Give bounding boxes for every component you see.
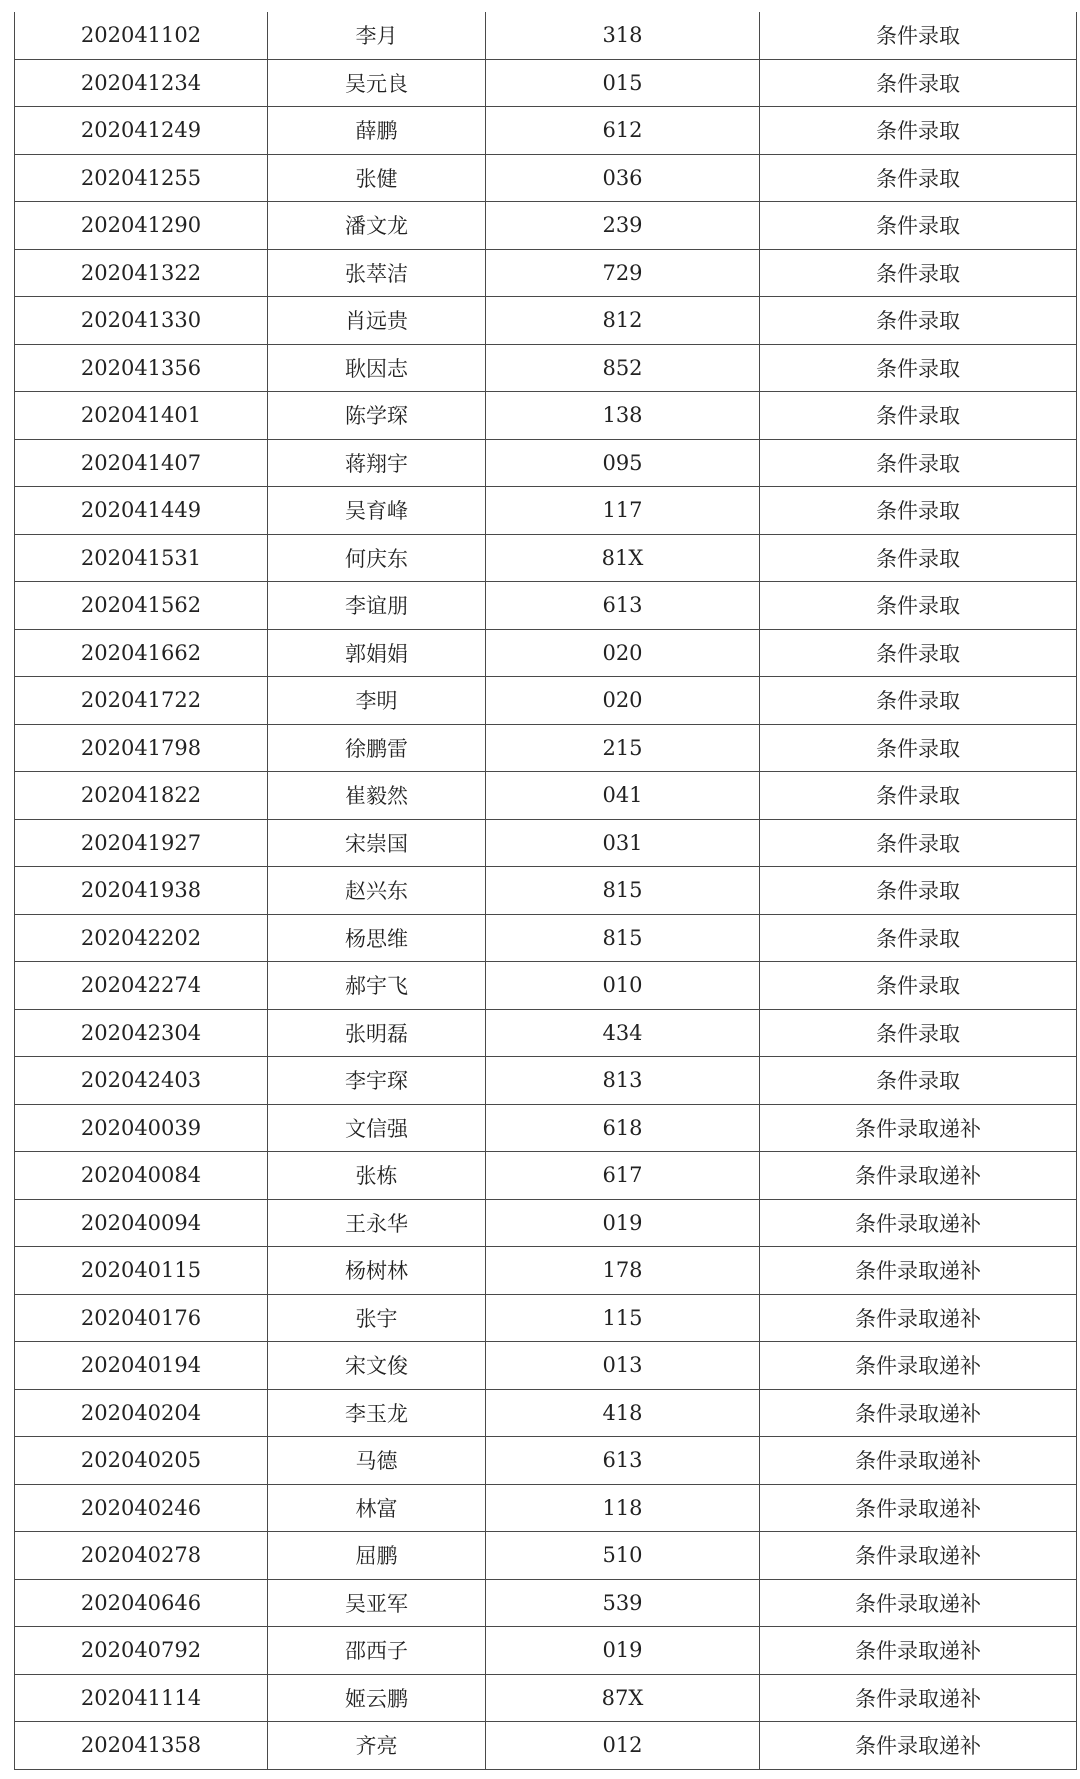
id-suffix-cell: 012 bbox=[486, 1722, 760, 1770]
id-suffix-cell: 318 bbox=[486, 12, 760, 59]
id-suffix-cell: 729 bbox=[486, 249, 760, 297]
admission-status-cell: 条件录取 bbox=[760, 12, 1077, 59]
admission-status-cell: 条件录取递补 bbox=[760, 1152, 1077, 1200]
id-suffix-cell: 019 bbox=[486, 1199, 760, 1247]
admission-status-cell: 条件录取 bbox=[760, 629, 1077, 677]
candidate-name-cell: 郭娟娟 bbox=[268, 629, 486, 677]
candidate-name-cell: 姬云鹏 bbox=[268, 1674, 486, 1722]
table-row bbox=[15, 1484, 1077, 1532]
id-suffix-cell: 87X bbox=[486, 1674, 760, 1722]
candidate-name-cell: 张栋 bbox=[268, 1152, 486, 1200]
table-row bbox=[15, 629, 1077, 677]
candidate-id-cell: 202040278 bbox=[15, 1532, 268, 1580]
candidate-name-cell: 李谊朋 bbox=[268, 582, 486, 630]
admission-status-cell: 条件录取 bbox=[760, 487, 1077, 535]
id-suffix-cell: 815 bbox=[486, 914, 760, 962]
candidate-id-cell: 202041562 bbox=[15, 582, 268, 630]
candidate-name-cell: 齐亮 bbox=[268, 1722, 486, 1770]
table-row bbox=[15, 344, 1077, 392]
candidate-name-cell: 潘文龙 bbox=[268, 202, 486, 250]
admission-status-cell: 条件录取递补 bbox=[760, 1722, 1077, 1770]
candidate-id-cell: 202041356 bbox=[15, 344, 268, 392]
table-row bbox=[15, 582, 1077, 630]
table-row bbox=[15, 202, 1077, 250]
candidate-name-cell: 徐鹏雷 bbox=[268, 724, 486, 772]
id-suffix-cell: 019 bbox=[486, 1627, 760, 1675]
candidate-name-cell: 吴育峰 bbox=[268, 487, 486, 535]
admission-status-cell: 条件录取递补 bbox=[760, 1437, 1077, 1485]
table-row bbox=[15, 12, 1077, 59]
candidate-name-cell: 王永华 bbox=[268, 1199, 486, 1247]
id-suffix-cell: 613 bbox=[486, 1437, 760, 1485]
id-suffix-cell: 031 bbox=[486, 819, 760, 867]
admission-status-cell: 条件录取 bbox=[760, 962, 1077, 1010]
candidate-id-cell: 202041401 bbox=[15, 392, 268, 440]
admission-status-cell: 条件录取 bbox=[760, 724, 1077, 772]
candidate-name-cell: 赵兴东 bbox=[268, 867, 486, 915]
id-suffix-cell: 215 bbox=[486, 724, 760, 772]
candidate-name-cell: 李宇琛 bbox=[268, 1057, 486, 1105]
id-suffix-cell: 613 bbox=[486, 582, 760, 630]
admission-status-cell: 条件录取 bbox=[760, 1057, 1077, 1105]
candidate-name-cell: 吴亚军 bbox=[268, 1579, 486, 1627]
table-row bbox=[15, 677, 1077, 725]
candidate-name-cell: 郝宇飞 bbox=[268, 962, 486, 1010]
admission-status-cell: 条件录取 bbox=[760, 867, 1077, 915]
candidate-id-cell: 202040084 bbox=[15, 1152, 268, 1200]
admission-status-cell: 条件录取递补 bbox=[760, 1389, 1077, 1437]
admission-status-cell: 条件录取 bbox=[760, 1009, 1077, 1057]
id-suffix-cell: 115 bbox=[486, 1294, 760, 1342]
admission-status-cell: 条件录取 bbox=[760, 582, 1077, 630]
id-suffix-cell: 020 bbox=[486, 629, 760, 677]
candidate-id-cell: 202040646 bbox=[15, 1579, 268, 1627]
id-suffix-cell: 815 bbox=[486, 867, 760, 915]
candidate-id-cell: 202041938 bbox=[15, 867, 268, 915]
candidate-id-cell: 202041822 bbox=[15, 772, 268, 820]
table-row bbox=[15, 914, 1077, 962]
table-row bbox=[15, 1152, 1077, 1200]
admission-status-cell: 条件录取 bbox=[760, 344, 1077, 392]
candidate-name-cell: 崔毅然 bbox=[268, 772, 486, 820]
candidate-name-cell: 陈学琛 bbox=[268, 392, 486, 440]
candidate-name-cell: 蒋翔宇 bbox=[268, 439, 486, 487]
admission-status-cell: 条件录取递补 bbox=[760, 1294, 1077, 1342]
table-row bbox=[15, 772, 1077, 820]
table-row bbox=[15, 1009, 1077, 1057]
admission-table bbox=[14, 12, 1077, 1770]
admission-status-cell: 条件录取递补 bbox=[760, 1199, 1077, 1247]
candidate-name-cell: 邵西子 bbox=[268, 1627, 486, 1675]
candidate-id-cell: 202041798 bbox=[15, 724, 268, 772]
table-row bbox=[15, 1674, 1077, 1722]
table-row bbox=[15, 249, 1077, 297]
admission-status-cell: 条件录取 bbox=[760, 677, 1077, 725]
table-row bbox=[15, 962, 1077, 1010]
table-row bbox=[15, 487, 1077, 535]
id-suffix-cell: 118 bbox=[486, 1484, 760, 1532]
candidate-name-cell: 宋崇国 bbox=[268, 819, 486, 867]
candidate-id-cell: 202042202 bbox=[15, 914, 268, 962]
id-suffix-cell: 510 bbox=[486, 1532, 760, 1580]
admission-status-cell: 条件录取 bbox=[760, 154, 1077, 202]
table-row bbox=[15, 1057, 1077, 1105]
admission-status-cell: 条件录取 bbox=[760, 772, 1077, 820]
candidate-id-cell: 202041290 bbox=[15, 202, 268, 250]
candidate-name-cell: 何庆东 bbox=[268, 534, 486, 582]
id-suffix-cell: 434 bbox=[486, 1009, 760, 1057]
candidate-id-cell: 202040194 bbox=[15, 1342, 268, 1390]
candidate-name-cell: 林富 bbox=[268, 1484, 486, 1532]
id-suffix-cell: 813 bbox=[486, 1057, 760, 1105]
id-suffix-cell: 612 bbox=[486, 107, 760, 155]
candidate-name-cell: 薛鹏 bbox=[268, 107, 486, 155]
id-suffix-cell: 020 bbox=[486, 677, 760, 725]
candidate-id-cell: 202041358 bbox=[15, 1722, 268, 1770]
candidate-id-cell: 202041662 bbox=[15, 629, 268, 677]
admission-list-sheet bbox=[14, 12, 1076, 1770]
admission-status-cell: 条件录取 bbox=[760, 59, 1077, 107]
admission-status-cell: 条件录取递补 bbox=[760, 1532, 1077, 1580]
id-suffix-cell: 617 bbox=[486, 1152, 760, 1200]
admission-status-cell: 条件录取 bbox=[760, 439, 1077, 487]
candidate-id-cell: 202041722 bbox=[15, 677, 268, 725]
id-suffix-cell: 036 bbox=[486, 154, 760, 202]
id-suffix-cell: 095 bbox=[486, 439, 760, 487]
candidate-id-cell: 202041407 bbox=[15, 439, 268, 487]
candidate-name-cell: 张萃洁 bbox=[268, 249, 486, 297]
id-suffix-cell: 239 bbox=[486, 202, 760, 250]
admission-status-cell: 条件录取递补 bbox=[760, 1627, 1077, 1675]
candidate-name-cell: 杨思维 bbox=[268, 914, 486, 962]
candidate-id-cell: 202041449 bbox=[15, 487, 268, 535]
table-row bbox=[15, 1722, 1077, 1770]
table-row bbox=[15, 1532, 1077, 1580]
table-row bbox=[15, 867, 1077, 915]
candidate-id-cell: 202041927 bbox=[15, 819, 268, 867]
candidate-name-cell: 张明磊 bbox=[268, 1009, 486, 1057]
admission-table-body bbox=[15, 12, 1077, 1769]
admission-status-cell: 条件录取递补 bbox=[760, 1579, 1077, 1627]
table-row bbox=[15, 1627, 1077, 1675]
candidate-name-cell: 李明 bbox=[268, 677, 486, 725]
table-row bbox=[15, 59, 1077, 107]
admission-status-cell: 条件录取 bbox=[760, 534, 1077, 582]
candidate-name-cell: 张健 bbox=[268, 154, 486, 202]
candidate-id-cell: 202041330 bbox=[15, 297, 268, 345]
table-row bbox=[15, 392, 1077, 440]
candidate-id-cell: 202040115 bbox=[15, 1247, 268, 1295]
admission-status-cell: 条件录取递补 bbox=[760, 1342, 1077, 1390]
candidate-name-cell: 文信强 bbox=[268, 1104, 486, 1152]
id-suffix-cell: 539 bbox=[486, 1579, 760, 1627]
candidate-name-cell: 张宇 bbox=[268, 1294, 486, 1342]
candidate-id-cell: 202041322 bbox=[15, 249, 268, 297]
id-suffix-cell: 041 bbox=[486, 772, 760, 820]
admission-status-cell: 条件录取 bbox=[760, 202, 1077, 250]
id-suffix-cell: 418 bbox=[486, 1389, 760, 1437]
table-row bbox=[15, 297, 1077, 345]
candidate-id-cell: 202040246 bbox=[15, 1484, 268, 1532]
id-suffix-cell: 117 bbox=[486, 487, 760, 535]
admission-status-cell: 条件录取 bbox=[760, 107, 1077, 155]
id-suffix-cell: 013 bbox=[486, 1342, 760, 1390]
candidate-id-cell: 202041114 bbox=[15, 1674, 268, 1722]
table-row bbox=[15, 1247, 1077, 1295]
candidate-id-cell: 202042403 bbox=[15, 1057, 268, 1105]
table-row bbox=[15, 534, 1077, 582]
id-suffix-cell: 138 bbox=[486, 392, 760, 440]
table-row bbox=[15, 819, 1077, 867]
admission-status-cell: 条件录取 bbox=[760, 392, 1077, 440]
candidate-name-cell: 李月 bbox=[268, 12, 486, 59]
candidate-id-cell: 202040039 bbox=[15, 1104, 268, 1152]
table-row bbox=[15, 154, 1077, 202]
candidate-name-cell: 肖远贵 bbox=[268, 297, 486, 345]
admission-status-cell: 条件录取递补 bbox=[760, 1674, 1077, 1722]
table-row bbox=[15, 107, 1077, 155]
id-suffix-cell: 812 bbox=[486, 297, 760, 345]
table-row bbox=[15, 1437, 1077, 1485]
candidate-name-cell: 李玉龙 bbox=[268, 1389, 486, 1437]
candidate-id-cell: 202040204 bbox=[15, 1389, 268, 1437]
id-suffix-cell: 618 bbox=[486, 1104, 760, 1152]
table-row bbox=[15, 1294, 1077, 1342]
candidate-id-cell: 202041234 bbox=[15, 59, 268, 107]
table-row bbox=[15, 1104, 1077, 1152]
candidate-name-cell: 吴元良 bbox=[268, 59, 486, 107]
admission-status-cell: 条件录取 bbox=[760, 819, 1077, 867]
candidate-id-cell: 202042304 bbox=[15, 1009, 268, 1057]
candidate-name-cell: 宋文俊 bbox=[268, 1342, 486, 1390]
admission-status-cell: 条件录取 bbox=[760, 249, 1077, 297]
table-row bbox=[15, 1579, 1077, 1627]
table-row bbox=[15, 439, 1077, 487]
admission-status-cell: 条件录取递补 bbox=[760, 1247, 1077, 1295]
candidate-id-cell: 202041531 bbox=[15, 534, 268, 582]
id-suffix-cell: 81X bbox=[486, 534, 760, 582]
id-suffix-cell: 178 bbox=[486, 1247, 760, 1295]
admission-status-cell: 条件录取递补 bbox=[760, 1484, 1077, 1532]
id-suffix-cell: 015 bbox=[486, 59, 760, 107]
candidate-id-cell: 202041102 bbox=[15, 12, 268, 59]
admission-status-cell: 条件录取 bbox=[760, 914, 1077, 962]
candidate-id-cell: 202041255 bbox=[15, 154, 268, 202]
id-suffix-cell: 852 bbox=[486, 344, 760, 392]
table-row bbox=[15, 724, 1077, 772]
candidate-name-cell: 杨树林 bbox=[268, 1247, 486, 1295]
table-row bbox=[15, 1199, 1077, 1247]
candidate-id-cell: 202040176 bbox=[15, 1294, 268, 1342]
admission-status-cell: 条件录取递补 bbox=[760, 1104, 1077, 1152]
table-row bbox=[15, 1342, 1077, 1390]
table-row bbox=[15, 1389, 1077, 1437]
candidate-id-cell: 202040205 bbox=[15, 1437, 268, 1485]
candidate-id-cell: 202041249 bbox=[15, 107, 268, 155]
id-suffix-cell: 010 bbox=[486, 962, 760, 1010]
candidate-id-cell: 202040792 bbox=[15, 1627, 268, 1675]
candidate-id-cell: 202042274 bbox=[15, 962, 268, 1010]
candidate-name-cell: 屈鹏 bbox=[268, 1532, 486, 1580]
candidate-name-cell: 耿因志 bbox=[268, 344, 486, 392]
admission-status-cell: 条件录取 bbox=[760, 297, 1077, 345]
candidate-id-cell: 202040094 bbox=[15, 1199, 268, 1247]
candidate-name-cell: 马德 bbox=[268, 1437, 486, 1485]
